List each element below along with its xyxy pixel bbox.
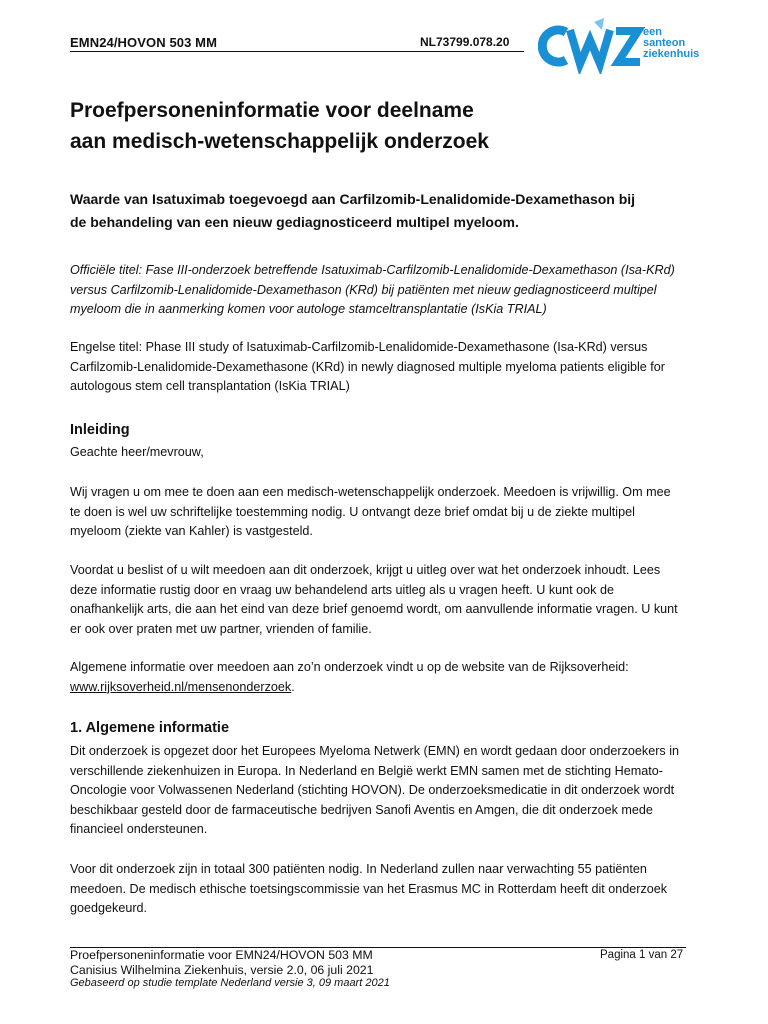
logo-accent	[594, 18, 604, 30]
link-suffix: .	[291, 679, 295, 694]
subtitle-line: Waarde van Isatuximab toegevoegd aan Carfilzomib-Lenalidomide-Dexamethason bij	[70, 191, 636, 207]
text-line: versus Carfilzomib-Lenalidomide-Dexamethason (KRd) bij patiënten met nieuw gediagnosticeerd multipel	[70, 282, 657, 297]
logo-tagline-line: ziekenhuis	[643, 48, 700, 60]
logo-tagline	[643, 27, 699, 60]
text-line: te doen is wel uw schriftelijke toestemming nodig. U ontvangt deze brief omdat bij u de ziekte multipel	[70, 504, 635, 519]
text-line: Carfilzomib-Lenalidomide-Dexamethasone (KRd) in newly diagnosed multiple myeloma patients eligible for	[70, 359, 665, 374]
greeting: Geachte heer/mevrouw,	[70, 445, 204, 459]
logo-letter-c	[542, 30, 566, 62]
text-line: autologous stem cell transplantation (IsKia TRIAL)	[70, 379, 350, 393]
footer-line-2: Canisius Wilhelmina Ziekenhuis, versie 2.0, 06 juli 2021	[70, 963, 374, 977]
text-line: beschikbaar gesteld door de farmaceutische bedrijven Sanofi Aventis en Amgen, die dit onderzoek mede	[70, 802, 653, 817]
intro-paragraph-3	[70, 658, 694, 697]
header-rule	[70, 51, 524, 52]
footer-line-3: Gebaseerd op studie template Nederland versie 3, 09 maart 2021	[70, 977, 390, 989]
text-line	[70, 678, 694, 698]
subtitle-line: de behandeling van een nieuw gediagnosticeerd multipel myeloom.	[70, 214, 519, 230]
page-number: Pagina 1 van 27	[600, 949, 684, 961]
title-line: aan medisch-wetenschappelijk onderzoek	[70, 130, 489, 153]
text-line: Officiële titel: Fase III-onderzoek betreffende Isatuximab-Carfilzomib-Lenalidomide-Dexamethason (Isa-KRd)	[70, 263, 675, 277]
text-line: Algemene informatie over meedoen aan zo’n onderzoek vindt u op de website van de Rijksoverheid:	[70, 660, 629, 674]
text-line: financieel ondersteunen.	[70, 822, 208, 836]
text-line: deze informatie rustig door en vraag uw behandelend arts uitleg als u vragen heeft. U kunt ook de	[70, 582, 614, 597]
english-title	[70, 338, 694, 397]
intro-paragraph-1	[70, 483, 694, 542]
logo-tagline-line: santeon	[643, 37, 686, 49]
text-line: verschillende ziekenhuizen in Europa. In Nederland en België werkt EMN samen met de stichting Hemato-	[70, 763, 663, 778]
text-line: goedgekeurd.	[70, 901, 148, 915]
document-title	[70, 95, 690, 157]
footer-line-1: Proefpersoneninformatie voor EMN24/HOVON 503 MM	[70, 948, 373, 962]
text-line: Engelse titel: Phase III study of Isatuximab-Carfilzomib-Lenalidomide-Dexamethasone (Isa-KRd) versus	[70, 340, 648, 354]
text-line: myeloom die in aanmerking komen voor autologe stamceltransplantatie (IsKia TRIAL)	[70, 302, 547, 316]
official-title	[70, 261, 694, 320]
title-line: Proefpersoneninformatie voor deelname	[70, 99, 474, 122]
intro-paragraph-2	[70, 561, 694, 639]
text-line: Dit onderzoek is opgezet door het Europees Myeloma Netwerk (EMN) en wordt gedaan door onderzoekers in	[70, 744, 680, 758]
document-subtitle	[70, 188, 698, 234]
reference-number: NL73799.078.20	[420, 35, 510, 49]
logo-tagline-line: een	[643, 26, 662, 38]
text-line: Wij vragen u om mee te doen aan een medisch-wetenschappelijk onderzoek. Meedoen is vrijwillig. Om mee	[70, 485, 671, 499]
study-id: EMN24/HOVON 503 MM	[70, 35, 218, 50]
text-line: er ook over praten met uw partner, vrienden of familie.	[70, 621, 372, 636]
section-heading-algemene-informatie: 1. Algemene informatie	[70, 720, 230, 736]
logo-letter-w	[570, 30, 610, 64]
section1-paragraph-2	[70, 860, 694, 919]
text-line: Voor dit onderzoek zijn in totaal 300 patiënten nodig. In Nederland zullen naar verwachting 55 patiënten	[70, 862, 647, 876]
text-line: meedoen. De medisch ethische toetsingscommissie van het Erasmus MC in Rotterdam heeft dit onderzoek	[70, 881, 668, 896]
rijksoverheid-link[interactable]: www.rijksoverheid.nl/mensenonderzoek	[70, 679, 292, 694]
text-line: Voordat u beslist of u wilt meedoen aan dit onderzoek, krijgt u uitleg over wat het onderzoek inhoudt. Lees	[70, 563, 661, 577]
section1-paragraph-1	[70, 742, 694, 840]
text-line: onafhankelijk arts, die aan het eind van deze brief genoemd wordt, om aanvullende informatie vragen. U kunt	[70, 602, 678, 616]
section-heading-inleiding: Inleiding	[70, 422, 130, 438]
logo-letter-z	[616, 31, 640, 62]
text-line: myeloom (ziekte van Kahler) is vastgesteld.	[70, 524, 313, 538]
text-line: Oncologie voor Volwassenen Nederland (stichting HOVON). De onderzoeksmedicatie in dit onderzoek wordt	[70, 783, 675, 797]
